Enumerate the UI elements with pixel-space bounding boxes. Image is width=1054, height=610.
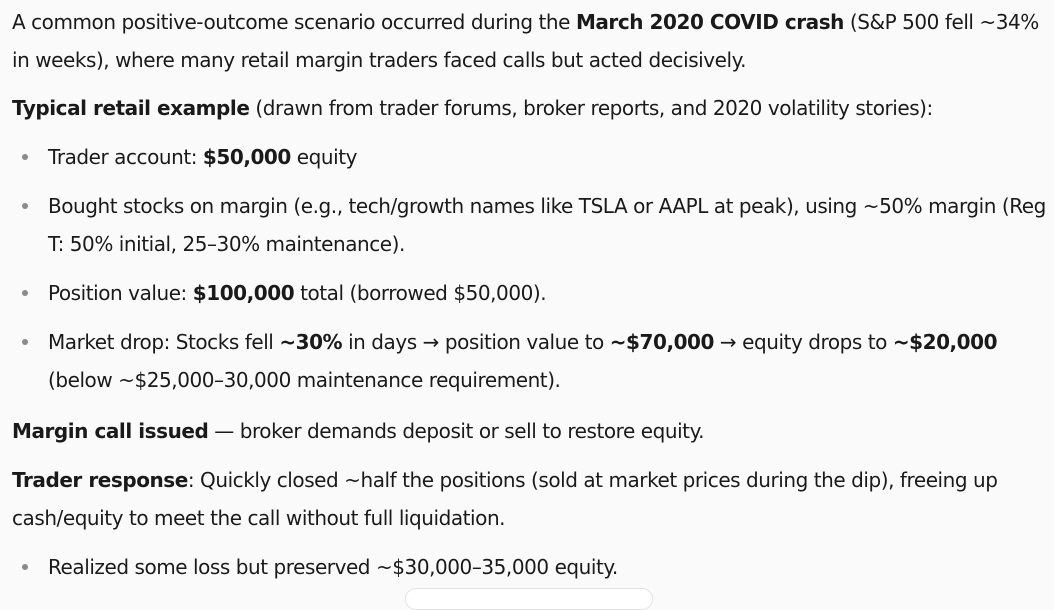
list-item-text: Realized some loss but preserved ~$30,000–35,000 equity.: [48, 555, 618, 579]
margin-call-paragraph: [12, 412, 704, 450]
bullet-dot-icon: [22, 564, 28, 570]
list-item-text: total (borrowed $50,000).: [294, 281, 547, 305]
list-item-bold: ~30%: [279, 330, 343, 354]
list-item: [12, 323, 1048, 399]
bullet-dot-icon: [22, 339, 28, 345]
list-item-text: Market drop: Stocks fell: [48, 330, 280, 354]
list-item-text: in days → position value to: [342, 330, 610, 354]
outcome-bullet-list: [12, 548, 1048, 586]
bullet-dot-icon: [22, 203, 28, 209]
intro-bold: March 2020 COVID crash: [575, 10, 844, 34]
list-item-text: equity: [290, 145, 357, 169]
list-item: [12, 274, 1048, 312]
list-item: [12, 548, 1048, 586]
example-bullet-list: [12, 138, 1048, 399]
list-item-text: (below ~$25,000–30,000 maintenance requirement).: [48, 368, 561, 392]
bullet-dot-icon: [22, 290, 28, 296]
list-item-text: Bought stocks on margin (e.g., tech/growth names like TSLA or AAPL at peak), using ~50% margin (Reg T: 50% initial, 25–30% maintenance).: [48, 194, 1046, 256]
list-item-bold: $50,000: [202, 145, 291, 169]
typical-example-paragraph: [12, 89, 933, 127]
trader-response-text: : Quickly closed ~half the positions (sold at market prices during the dip), freeing up cash/equity to meet the call without full liquidation.: [12, 468, 998, 530]
intro-paragraph: [12, 3, 1048, 79]
list-item-text: Position value:: [48, 281, 193, 305]
intro-text: A common positive-outcome scenario occurred during the: [12, 10, 576, 34]
list-item: [12, 138, 1048, 176]
list-item-text: → equity drops to: [714, 330, 893, 354]
bullet-dot-icon: [22, 154, 28, 160]
list-item-bold: ~$20,000: [892, 330, 998, 354]
list-item-bold: ~$70,000: [609, 330, 714, 354]
intro-text-2: (S&P 500 fell ~34% in weeks), where many retail margin traders faced calls but acted decisively.: [12, 10, 1039, 72]
trader-response-paragraph: [12, 461, 1048, 537]
list-item-bold: $100,000: [192, 281, 295, 305]
margin-call-heading: Margin call issued: [12, 419, 209, 443]
scroll-to-bottom-button[interactable]: [405, 588, 653, 610]
margin-call-text: — broker demands deposit or sell to restore equity.: [208, 419, 705, 443]
list-item-text: Trader account:: [48, 145, 203, 169]
list-item: [12, 187, 1048, 263]
trader-response-heading: Trader response: [12, 468, 188, 492]
typical-example-text: (drawn from trader forums, broker reports, and 2020 volatility stories):: [249, 96, 933, 120]
typical-example-heading: Typical retail example: [12, 96, 250, 120]
